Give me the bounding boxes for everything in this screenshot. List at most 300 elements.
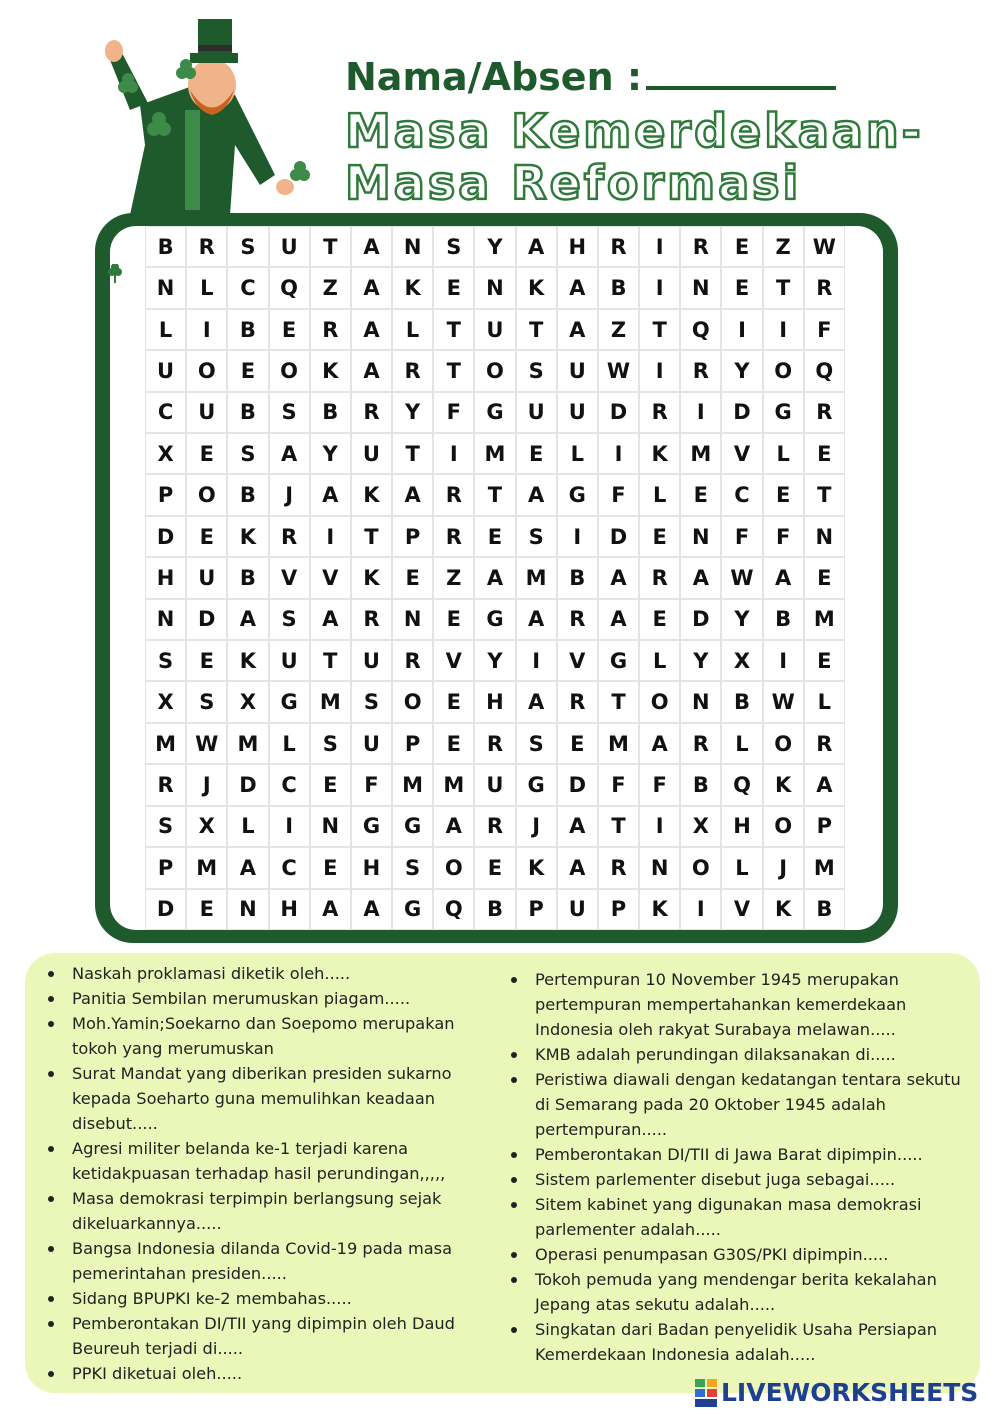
grid-cell[interactable]: T [310,226,351,267]
clue-item: Moh.Yamin;Soekarno dan Soepomo merupakan tokoh yang merumuskan [32,1011,497,1061]
grid-cell[interactable]: N [680,681,721,722]
grid-cell[interactable]: A [433,806,474,847]
grid-cell[interactable]: M [804,847,845,888]
word-search-grid[interactable] [145,226,845,930]
grid-cell[interactable]: L [763,433,804,474]
grid-cell[interactable]: E [557,723,598,764]
grid-cell[interactable]: Y [474,640,515,681]
grid-cell[interactable]: Z [310,267,351,308]
name-absen-field[interactable] [345,50,836,99]
grid-cell[interactable]: N [680,516,721,557]
clue-item: Pertempuran 10 November 1945 merupakan pertempuran mempertahankan kemerdekaan Indonesia oleh rakyat Surabaya melawan..... [495,967,975,1042]
grid-cell[interactable]: L [186,267,227,308]
grid-cell[interactable]: U [516,392,557,433]
grid-cell[interactable]: N [310,806,351,847]
grid-cell[interactable]: Q [804,350,845,391]
grid-cell[interactable]: L [557,433,598,474]
grid-cell[interactable]: K [516,267,557,308]
grid-cell[interactable]: A [227,599,268,640]
grid-cell[interactable]: E [516,433,557,474]
grid-cell[interactable]: E [186,433,227,474]
grid-cell[interactable]: A [351,226,392,267]
grid-cell[interactable]: T [598,681,639,722]
grid-cell[interactable]: M [598,723,639,764]
grid-cell[interactable]: S [516,723,557,764]
grid-cell[interactable]: B [227,392,268,433]
grid-cell[interactable]: R [639,392,680,433]
grid-cell[interactable]: G [557,474,598,515]
grid-cell[interactable]: I [721,309,762,350]
grid-cell[interactable]: X [680,806,721,847]
grid-cell[interactable]: E [763,474,804,515]
grid-cell[interactable]: E [474,516,515,557]
grid-cell[interactable]: E [804,557,845,598]
grid-cell[interactable]: P [145,847,186,888]
grid-cell[interactable]: I [598,433,639,474]
grid-cell[interactable]: J [186,764,227,805]
grid-cell[interactable]: F [433,392,474,433]
grid-cell[interactable]: U [351,433,392,474]
grid-cell[interactable]: E [433,723,474,764]
grid-cell[interactable]: R [680,723,721,764]
grid-cell[interactable]: Q [269,267,310,308]
grid-cell[interactable]: A [474,557,515,598]
grid-cell[interactable]: U [351,640,392,681]
grid-cell[interactable]: A [516,226,557,267]
grid-cell[interactable]: U [474,309,515,350]
grid-cell[interactable]: Y [310,433,351,474]
grid-cell[interactable]: T [598,806,639,847]
grid-cell[interactable]: M [310,681,351,722]
grid-cell[interactable]: B [721,681,762,722]
grid-cell[interactable]: L [721,847,762,888]
grid-cell[interactable]: E [721,267,762,308]
grid-cell[interactable]: J [763,847,804,888]
grid-cell[interactable]: G [516,764,557,805]
grid-cell[interactable]: M [474,433,515,474]
grid-cell[interactable]: R [598,226,639,267]
grid-cell[interactable]: L [145,309,186,350]
grid-cell[interactable]: E [804,433,845,474]
grid-cell[interactable]: R [351,599,392,640]
grid-cell[interactable]: I [557,516,598,557]
grid-cell[interactable]: D [598,392,639,433]
grid-cell[interactable]: H [269,889,310,930]
grid-cell[interactable]: N [145,267,186,308]
grid-cell[interactable]: S [516,516,557,557]
grid-cell[interactable]: G [474,392,515,433]
grid-cell[interactable]: A [392,474,433,515]
grid-cell[interactable]: D [557,764,598,805]
grid-cell[interactable]: P [516,889,557,930]
grid-cell[interactable]: I [269,806,310,847]
grid-cell[interactable]: O [186,350,227,391]
grid-cell[interactable]: L [392,309,433,350]
grid-cell[interactable]: D [598,516,639,557]
grid-cell[interactable]: F [598,764,639,805]
grid-cell[interactable]: A [310,599,351,640]
grid-cell[interactable]: K [639,889,680,930]
grid-cell[interactable]: R [145,764,186,805]
grid-cell[interactable]: I [516,640,557,681]
grid-cell[interactable]: U [269,640,310,681]
grid-cell[interactable]: F [763,516,804,557]
grid-cell[interactable]: H [351,847,392,888]
grid-cell[interactable]: U [269,226,310,267]
grid-cell[interactable]: W [721,557,762,598]
grid-cell[interactable]: O [186,474,227,515]
grid-cell[interactable]: E [310,764,351,805]
grid-cell[interactable]: R [186,226,227,267]
grid-cell[interactable]: R [804,392,845,433]
grid-cell[interactable]: R [680,226,721,267]
grid-cell[interactable]: N [804,516,845,557]
grid-cell[interactable]: E [474,847,515,888]
grid-cell[interactable]: R [310,309,351,350]
grid-cell[interactable]: U [474,764,515,805]
grid-cell[interactable]: I [763,640,804,681]
grid-cell[interactable]: S [310,723,351,764]
grid-cell[interactable]: U [557,392,598,433]
grid-cell[interactable]: K [227,640,268,681]
grid-cell[interactable]: T [392,433,433,474]
grid-cell[interactable]: A [680,557,721,598]
grid-cell[interactable]: A [351,350,392,391]
grid-cell[interactable]: I [763,309,804,350]
grid-cell[interactable]: S [351,681,392,722]
grid-cell[interactable]: A [516,474,557,515]
grid-cell[interactable]: K [227,516,268,557]
grid-cell[interactable]: R [557,599,598,640]
clue-item: Agresi militer belanda ke-1 terjadi karena ketidakpuasan terhadap hasil perundingan,,,,, [32,1136,497,1186]
grid-cell[interactable]: A [557,847,598,888]
grid-cell[interactable]: M [516,557,557,598]
grid-cell[interactable]: D [186,599,227,640]
grid-cell[interactable]: U [557,889,598,930]
grid-cell[interactable]: X [227,681,268,722]
grid-cell[interactable]: V [269,557,310,598]
grid-cell[interactable]: J [516,806,557,847]
grid-cell[interactable]: E [186,889,227,930]
clue-item: Pemberontakan DI/TII di Jawa Barat dipimpin..... [495,1142,975,1167]
grid-cell[interactable]: X [145,681,186,722]
grid-cell[interactable]: G [392,889,433,930]
grid-cell[interactable]: Y [721,599,762,640]
grid-cell[interactable]: O [269,350,310,391]
grid-cell[interactable]: W [763,681,804,722]
grid-cell[interactable]: B [227,309,268,350]
grid-cell[interactable]: E [680,474,721,515]
grid-cell[interactable]: T [310,640,351,681]
grid-cell[interactable]: X [145,433,186,474]
grid-cell[interactable]: A [763,557,804,598]
grid-cell[interactable]: Z [433,557,474,598]
grid-cell[interactable]: K [351,474,392,515]
grid-cell[interactable]: R [433,516,474,557]
grid-cell[interactable]: R [804,723,845,764]
grid-cell[interactable]: A [598,599,639,640]
grid-cell[interactable]: O [639,681,680,722]
grid-cell[interactable]: A [639,723,680,764]
grid-cell[interactable]: P [392,516,433,557]
grid-cell[interactable]: S [433,226,474,267]
grid-cell[interactable]: L [639,474,680,515]
grid-cell[interactable]: K [310,350,351,391]
grid-cell[interactable]: F [721,516,762,557]
grid-cell[interactable]: T [474,474,515,515]
grid-cell[interactable]: I [186,309,227,350]
grid-cell[interactable]: A [516,599,557,640]
grid-cell[interactable]: T [804,474,845,515]
grid-cell[interactable]: E [433,681,474,722]
grid-cell[interactable]: Q [680,309,721,350]
grid-cell[interactable]: E [186,640,227,681]
grid-cell[interactable]: O [680,847,721,888]
grid-cell[interactable]: R [351,392,392,433]
liveworksheets-watermark [695,1378,978,1407]
grid-cell[interactable]: Y [474,226,515,267]
grid-cell[interactable]: E [639,599,680,640]
grid-cell[interactable]: S [392,847,433,888]
grid-cell[interactable]: R [433,474,474,515]
grid-cell[interactable]: E [227,350,268,391]
grid-cell[interactable]: V [721,889,762,930]
grid-cell[interactable]: P [145,474,186,515]
grid-cell[interactable]: T [433,350,474,391]
grid-cell[interactable]: K [351,557,392,598]
grid-cell[interactable]: H [721,806,762,847]
grid-cell[interactable]: I [433,433,474,474]
grid-cell[interactable]: E [310,847,351,888]
worksheet-title-line-2: Masa Reformasi [345,156,802,210]
grid-cell[interactable]: D [721,392,762,433]
grid-cell[interactable]: R [474,806,515,847]
grid-cell[interactable]: T [433,309,474,350]
grid-cell[interactable]: R [392,640,433,681]
grid-cell[interactable]: G [763,392,804,433]
grid-cell[interactable]: I [680,392,721,433]
grid-cell[interactable]: S [145,640,186,681]
grid-cell[interactable]: C [269,847,310,888]
grid-cell[interactable]: D [145,516,186,557]
grid-cell[interactable]: W [186,723,227,764]
grid-cell[interactable]: T [516,309,557,350]
grid-cell[interactable]: H [557,226,598,267]
grid-cell[interactable]: E [433,267,474,308]
grid-cell[interactable]: U [145,350,186,391]
grid-cell[interactable]: H [474,681,515,722]
grid-cell[interactable]: K [639,433,680,474]
grid-cell[interactable]: A [310,889,351,930]
grid-cell[interactable]: I [680,889,721,930]
grid-cell[interactable]: B [680,764,721,805]
grid-cell[interactable]: F [804,309,845,350]
grid-cell[interactable]: W [598,350,639,391]
grid-cell[interactable]: M [186,847,227,888]
grid-cell[interactable]: O [392,681,433,722]
grid-cell[interactable]: A [269,433,310,474]
grid-cell[interactable]: B [145,226,186,267]
grid-cell[interactable]: L [721,723,762,764]
grid-cell[interactable]: G [392,806,433,847]
grid-cell[interactable]: S [269,392,310,433]
grid-cell[interactable]: A [557,267,598,308]
grid-cell[interactable]: S [145,806,186,847]
grid-cell[interactable]: L [269,723,310,764]
grid-cell[interactable]: V [433,640,474,681]
grid-cell[interactable]: O [763,723,804,764]
grid-cell[interactable]: N [392,599,433,640]
grid-cell[interactable]: F [598,474,639,515]
grid-cell[interactable]: J [269,474,310,515]
grid-cell[interactable]: K [516,847,557,888]
grid-cell[interactable]: E [186,516,227,557]
clue-item: Surat Mandat yang diberikan presiden sukarno kepada Soeharto guna memulihkan keadaan disebut..... [32,1061,497,1136]
grid-cell[interactable]: X [186,806,227,847]
grid-cell[interactable]: A [804,764,845,805]
grid-cell[interactable]: E [392,557,433,598]
grid-cell[interactable]: E [269,309,310,350]
grid-cell[interactable]: G [474,599,515,640]
grid-cell[interactable]: S [186,681,227,722]
grid-cell[interactable]: G [351,806,392,847]
grid-cell[interactable]: U [186,392,227,433]
grid-cell[interactable]: R [639,557,680,598]
grid-cell[interactable]: N [392,226,433,267]
grid-cell[interactable]: E [804,640,845,681]
grid-cell[interactable]: B [227,474,268,515]
grid-cell[interactable]: M [227,723,268,764]
grid-cell[interactable]: I [310,516,351,557]
grid-cell[interactable]: M [680,433,721,474]
grid-cell[interactable]: Z [763,226,804,267]
grid-cell[interactable]: I [639,806,680,847]
grid-cell[interactable]: C [721,474,762,515]
grid-cell[interactable]: T [351,516,392,557]
grid-cell[interactable]: R [269,516,310,557]
grid-cell[interactable]: Q [721,764,762,805]
grid-cell[interactable]: B [804,889,845,930]
grid-cell[interactable]: F [639,764,680,805]
grid-cell[interactable]: K [392,267,433,308]
grid-cell[interactable]: V [310,557,351,598]
grid-cell[interactable]: B [227,557,268,598]
grid-cell[interactable]: C [227,267,268,308]
grid-cell[interactable]: S [269,599,310,640]
grid-cell[interactable]: D [227,764,268,805]
grid-cell[interactable]: U [186,557,227,598]
clue-item: Sitem kabinet yang digunakan masa demokrasi parlementer adalah..... [495,1192,975,1242]
grid-cell[interactable]: V [557,640,598,681]
grid-cell[interactable]: A [351,267,392,308]
grid-cell[interactable]: L [639,640,680,681]
grid-cell[interactable]: M [804,599,845,640]
grid-cell[interactable]: R [598,847,639,888]
grid-cell[interactable]: O [763,350,804,391]
grid-cell[interactable]: D [145,889,186,930]
grid-cell[interactable]: A [516,681,557,722]
grid-cell[interactable]: A [557,806,598,847]
grid-cell[interactable]: E [721,226,762,267]
grid-cell[interactable]: Y [392,392,433,433]
grid-cell[interactable]: X [721,640,762,681]
grid-cell[interactable]: R [392,350,433,391]
grid-cell[interactable]: O [433,847,474,888]
grid-cell[interactable]: G [269,681,310,722]
grid-cell[interactable]: T [639,309,680,350]
grid-cell[interactable]: A [557,309,598,350]
grid-cell[interactable]: M [433,764,474,805]
grid-cell[interactable]: B [310,392,351,433]
grid-cell[interactable]: I [639,350,680,391]
grid-cell[interactable]: O [474,350,515,391]
grid-cell[interactable]: U [557,350,598,391]
grid-cell[interactable]: A [310,474,351,515]
grid-cell[interactable]: T [763,267,804,308]
grid-cell[interactable]: W [804,226,845,267]
grid-cell[interactable]: R [680,350,721,391]
grid-cell[interactable]: B [763,599,804,640]
grid-cell[interactable]: L [804,681,845,722]
grid-cell[interactable]: Y [721,350,762,391]
grid-cell[interactable]: N [680,267,721,308]
grid-cell[interactable]: N [474,267,515,308]
grid-cell[interactable]: B [474,889,515,930]
grid-cell[interactable]: A [351,889,392,930]
grid-cell[interactable]: S [227,226,268,267]
grid-cell[interactable]: C [269,764,310,805]
grid-cell[interactable]: Z [598,309,639,350]
grid-cell[interactable]: P [392,723,433,764]
grid-cell[interactable]: S [227,433,268,474]
grid-cell[interactable]: B [557,557,598,598]
grid-cell[interactable]: N [639,847,680,888]
grid-cell[interactable]: I [639,226,680,267]
grid-cell[interactable]: I [639,267,680,308]
grid-cell[interactable]: R [557,681,598,722]
grid-cell[interactable]: P [804,806,845,847]
clue-item: Panitia Sembilan merumuskan piagam..... [32,986,497,1011]
grid-cell[interactable]: N [227,889,268,930]
grid-cell[interactable]: A [227,847,268,888]
grid-cell[interactable]: N [145,599,186,640]
grid-cell[interactable]: Q [433,889,474,930]
grid-cell[interactable]: E [639,516,680,557]
grid-cell[interactable]: A [351,309,392,350]
grid-cell[interactable]: R [804,267,845,308]
grid-cell[interactable]: V [721,433,762,474]
grid-cell[interactable]: M [392,764,433,805]
grid-cell[interactable]: E [433,599,474,640]
grid-cell[interactable]: L [227,806,268,847]
grid-cell[interactable]: D [680,599,721,640]
grid-cell[interactable]: H [145,557,186,598]
grid-cell[interactable]: C [145,392,186,433]
grid-cell[interactable]: P [598,889,639,930]
grid-cell[interactable]: K [763,764,804,805]
grid-cell[interactable]: S [516,350,557,391]
grid-cell[interactable]: U [351,723,392,764]
grid-cell[interactable]: K [763,889,804,930]
grid-cell[interactable]: Y [680,640,721,681]
grid-cell[interactable]: A [598,557,639,598]
grid-cell[interactable]: F [351,764,392,805]
grid-cell[interactable]: G [598,640,639,681]
grid-cell[interactable]: O [763,806,804,847]
grid-cell[interactable]: B [598,267,639,308]
grid-cell[interactable]: M [145,723,186,764]
grid-cell[interactable]: R [474,723,515,764]
